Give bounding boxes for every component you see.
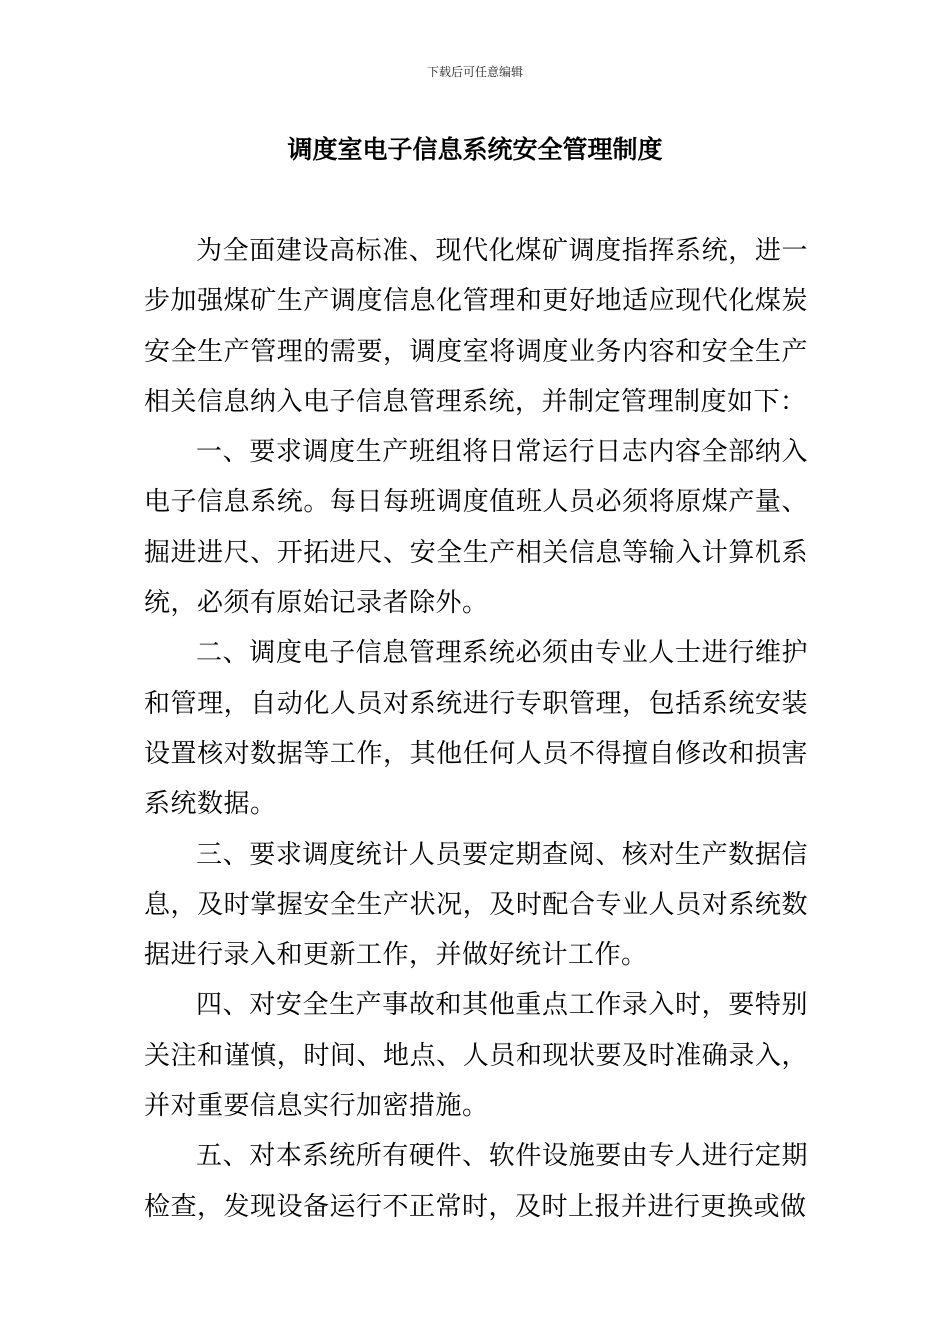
paragraph-item-5: 五、对本系统所有硬件、软件设施要由专人进行定期检查，发现设备运行不正常时，及时上报并进行更换或做 [144,1141,808,1222]
document-body [144,226,808,1232]
paragraph-item-3: 三、要求调度统计人员要定期查阅、核对生产数据信息，及时掌握安全生产状况，及时配合专业人员对系统数据进行录入和更新工作，并做好统计工作。 [144,839,808,971]
document-title: 调度室电子信息系统安全管理制度 [287,135,663,164]
header-note: 下载后可任意编辑 [426,65,523,79]
paragraph-item-4: 四、对安全生产事故和其他重点工作录入时，要特别关注和谨慎，时间、地点、人员和现状要及时准确录入，并对重要信息实行加密措施。 [144,990,808,1122]
paragraph-intro: 为全面建设高标准、现代化煤矿调度指挥系统，进一步加强煤矿生产调度信息化管理和更好地适应现代化煤炭安全生产管理的需要，调度室将调度业务内容和安全生产相关信息纳入电子信息管理系统，并制定管理制度如下： [144,236,808,417]
paragraph-item-1: 一、要求调度生产班组将日常运行日志内容全部纳入电子信息系统。每日每班调度值班人员必须将原煤产量、掘进进尺、开拓进尺、安全生产相关信息等输入计算机系统，必须有原始记录者除外。 [144,437,808,619]
paragraph-item-2: 二、调度电子信息管理系统必须由专业人士进行维护和管理，自动化人员对系统进行专职管理，包括系统安装设置核对数据等工作，其他任何人员不得擅自修改和损害系统数据。 [144,638,808,820]
